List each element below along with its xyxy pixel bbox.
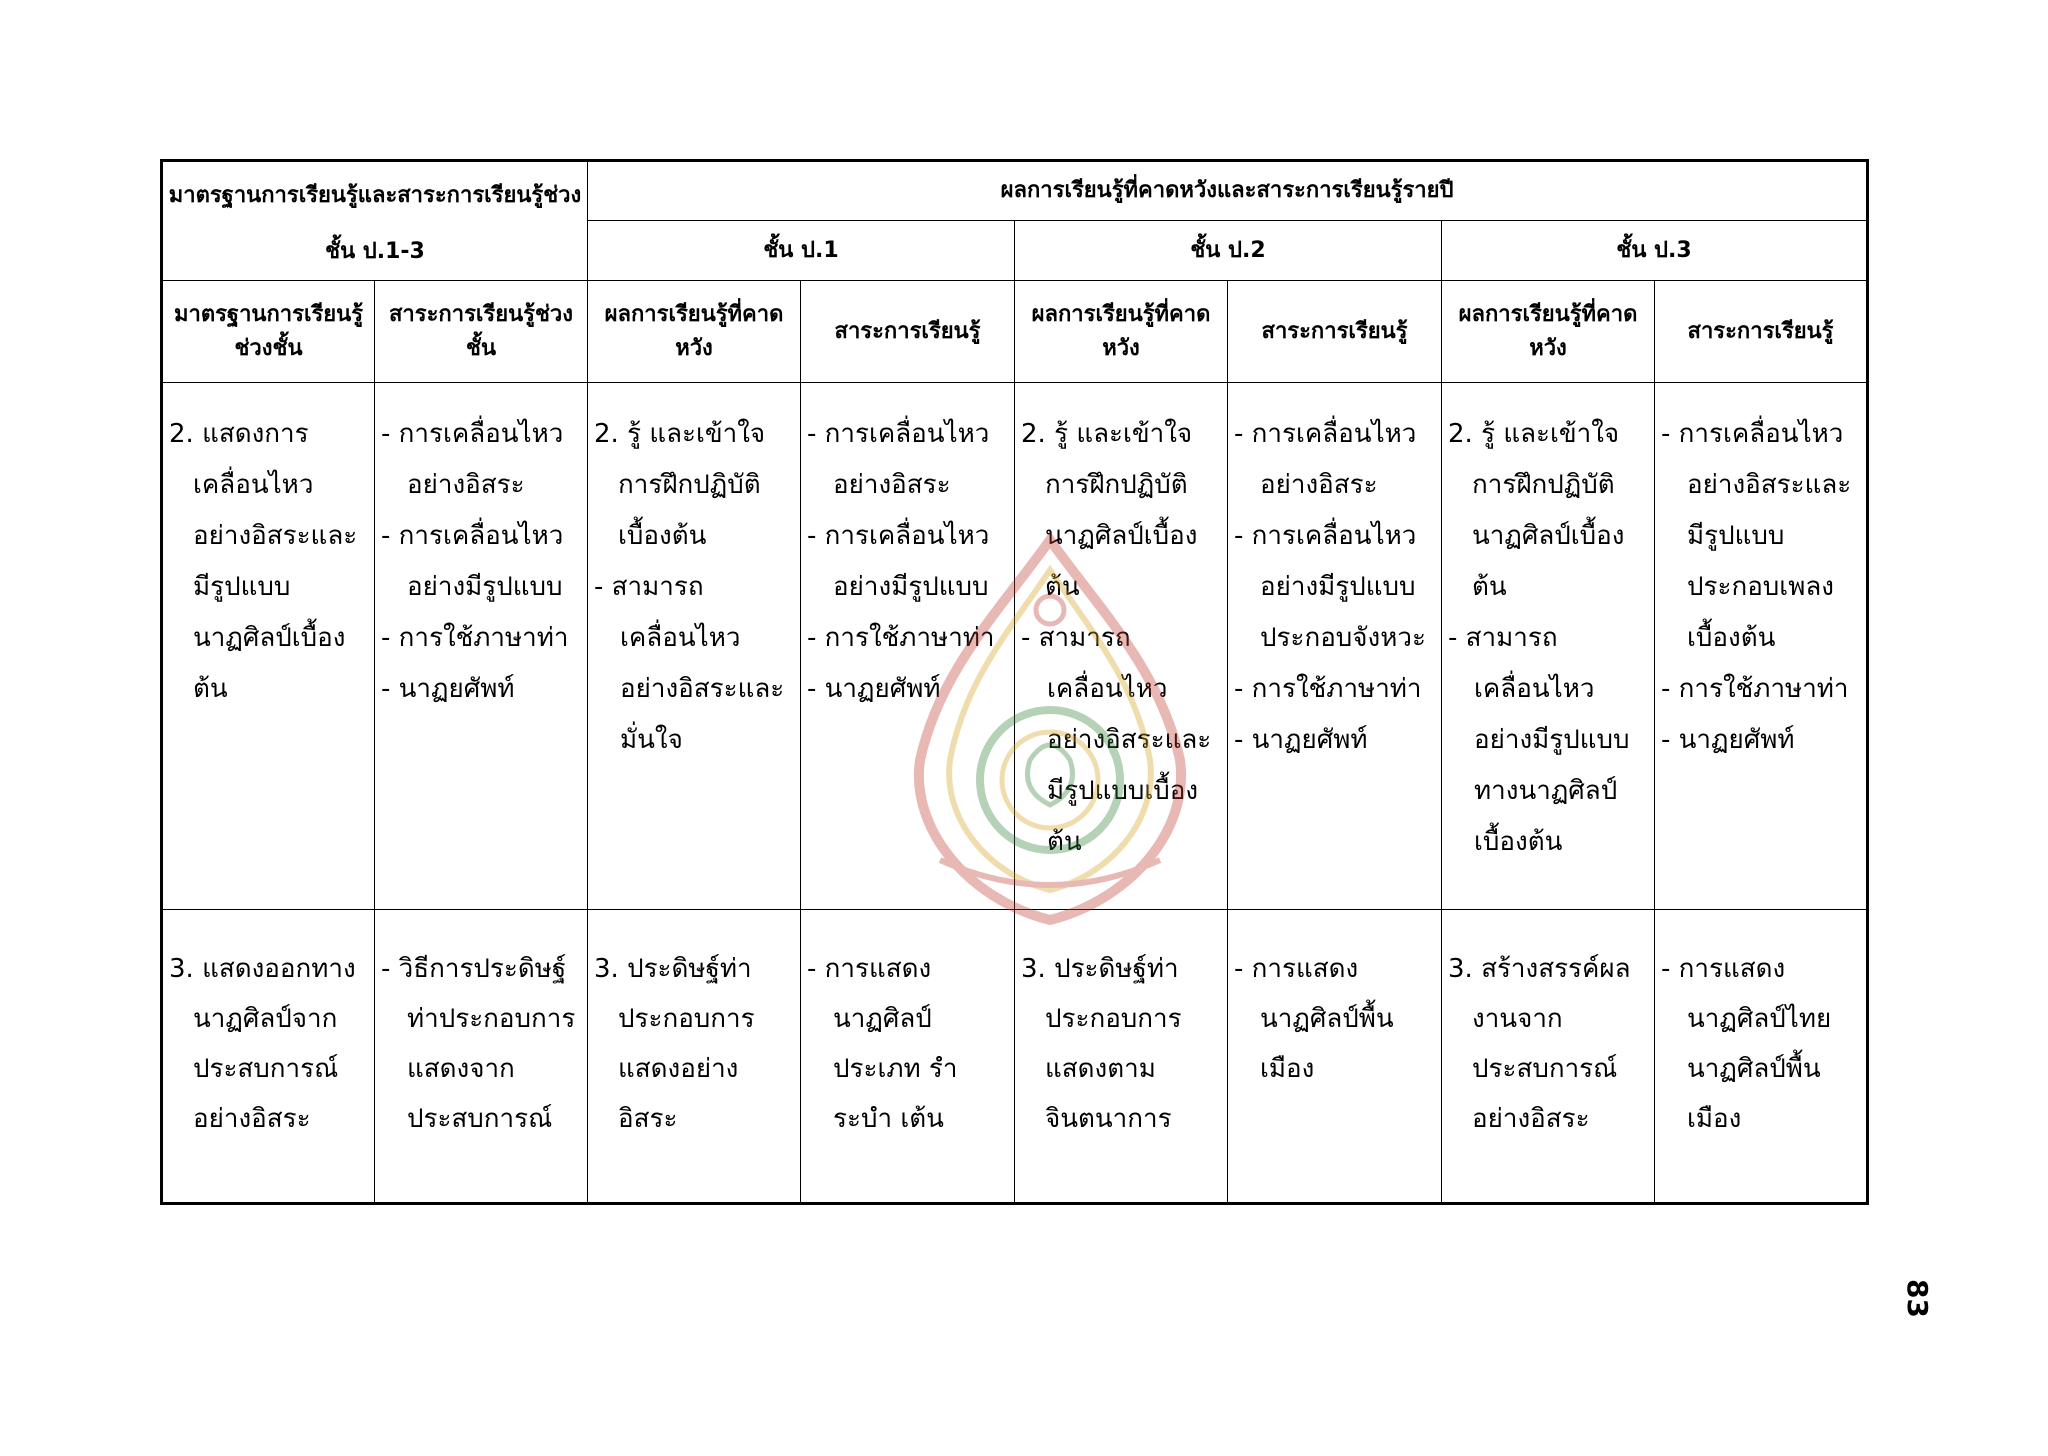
col-header-outcome-g2-text: ผลการเรียนรู้ที่คาดหวัง	[1031, 301, 1211, 361]
outcome-g1-cell	[588, 910, 801, 1204]
col-header-standard	[162, 281, 375, 383]
list-item: 3. สร้างสรรค์ผลงานจากประสบการณ์อย่างอิสระ	[1448, 954, 1631, 1134]
list-item: - การเคลื่อนไหวอย่างอิสระ	[807, 419, 990, 500]
content-range-cell	[375, 383, 588, 910]
list-item: - การใช้ภาษาท่า	[807, 623, 995, 653]
list-item: - วิธีการประดิษฐ์ท่าประกอบการแสดงจากประสบการณ์	[381, 954, 576, 1134]
col-header-content-range	[375, 281, 588, 383]
list-item: - การแสดงนาฏศิลป์ประเภท รำ ระบำ เต้น	[807, 954, 958, 1134]
header-grade2-text: ชั้น ป.2	[1190, 237, 1266, 263]
list-item: - การแสดงนาฏศิลป์พื้นเมือง	[1234, 954, 1394, 1084]
content-g1-cell	[801, 910, 1015, 1204]
list-item: - นาฏยศัพท์	[1661, 725, 1795, 755]
list-item: - การเคลื่อนไหวอย่างมีรูปแบบประกอบจังหวะ	[1234, 521, 1426, 653]
header-grade2	[1015, 221, 1442, 281]
header-grade1-text: ชั้น ป.1	[763, 237, 839, 263]
col-header-content-g1-text: สาระการเรียนรู้	[834, 318, 981, 344]
standard-cell	[162, 383, 375, 910]
list-item: - นาฏยศัพท์	[1234, 725, 1368, 755]
list-item: 2. รู้ และเข้าใจการฝึกปฏิบัตินาฏศิลป์เบื้องต้น	[1448, 419, 1625, 602]
col-header-outcome-g1-text: ผลการเรียนรู้ที่คาดหวัง	[604, 301, 784, 361]
col-header-content-g2	[1228, 281, 1442, 383]
list-item: - การแสดงนาฏศิลป์ไทยนาฏศิลป์พื้นเมือง	[1661, 954, 1832, 1134]
standard-text: 2. แสดงการเคลื่อนไหวอย่างอิสระและมีรูปแบบนาฏศิลป์เบื้องต้น	[169, 419, 358, 704]
standard-text: 3. แสดงออกทางนาฏศิลป์จากประสบการณ์อย่างอิสระ	[169, 954, 356, 1134]
header-grade3	[1442, 221, 1868, 281]
col-header-content-g3-text: สาระการเรียนรู้	[1687, 318, 1834, 344]
col-header-outcome-g3-text: ผลการเรียนรู้ที่คาดหวัง	[1458, 301, 1638, 361]
outcome-g3-cell	[1442, 910, 1655, 1204]
content-g2-cell	[1228, 383, 1442, 910]
content-g3-cell	[1655, 383, 1868, 910]
list-item: - สามารถเคลื่อนไหวอย่างมีรูปแบบทางนาฏศิลป์เบื้องต้น	[1448, 623, 1630, 857]
list-item: - สามารถเคลื่อนไหวอย่างอิสระและมั่นใจ	[594, 572, 785, 755]
outcome-g2-cell	[1015, 910, 1228, 1204]
curriculum-table	[160, 159, 1869, 1205]
list-item: - การเคลื่อนไหวอย่างอิสระ	[381, 419, 564, 500]
list-item: - การเคลื่อนไหวอย่างอิสระและมีรูปแบบประกอบเพลงเบื้องต้น	[1661, 419, 1852, 653]
outcome-g3-cell	[1442, 383, 1655, 910]
list-item: 3. ประดิษฐ์ท่าประกอบการแสดงตามจินตนาการ	[1021, 954, 1182, 1134]
header-right-title	[588, 161, 1868, 221]
outcome-g2-cell	[1015, 383, 1228, 910]
list-item: - การเคลื่อนไหวอย่างมีรูปแบบ	[807, 521, 990, 602]
col-header-outcome-g2	[1015, 281, 1228, 383]
list-item: 2. รู้ และเข้าใจการฝึกปฏิบัติเบื้องต้น	[594, 419, 766, 551]
list-item: - การเคลื่อนไหวอย่างมีรูปแบบ	[381, 521, 564, 602]
table-row	[162, 910, 1868, 1204]
col-header-content-range-text: สาระการเรียนรู้ช่วงชั้น	[389, 301, 574, 361]
col-header-outcome-g3	[1442, 281, 1655, 383]
list-item: 3. ประดิษฐ์ท่าประกอบการแสดงอย่างอิสระ	[594, 954, 755, 1134]
header-grade3-text: ชั้น ป.3	[1616, 237, 1692, 263]
col-header-content-g3	[1655, 281, 1868, 383]
page-number: 83	[1900, 1279, 1934, 1318]
list-item: - นาฏยศัพท์	[381, 674, 515, 704]
content-g1-cell	[801, 383, 1015, 910]
content-range-cell	[375, 910, 588, 1204]
content-g2-cell	[1228, 910, 1442, 1204]
list-item: - การใช้ภาษาท่า	[1234, 674, 1422, 704]
standard-cell	[162, 910, 375, 1204]
list-item: - สามารถเคลื่อนไหวอย่างอิสระและมีรูปแบบเบื้องต้น	[1021, 623, 1212, 857]
col-header-outcome-g1	[588, 281, 801, 383]
list-item: - การใช้ภาษาท่า	[381, 623, 569, 653]
header-left-title	[162, 161, 588, 281]
outcome-g1-cell	[588, 383, 801, 910]
list-item: - การใช้ภาษาท่า	[1661, 674, 1849, 704]
header-grade1	[588, 221, 1015, 281]
content-g3-cell	[1655, 910, 1868, 1204]
list-item: - การเคลื่อนไหวอย่างอิสระ	[1234, 419, 1417, 500]
header-right-title-text: ผลการเรียนรู้ที่คาดหวังและสาระการเรียนรู้รายปี	[1000, 178, 1454, 203]
col-header-content-g2-text: สาระการเรียนรู้	[1261, 318, 1408, 344]
table-row	[162, 383, 1868, 910]
list-item: - นาฏยศัพท์	[807, 674, 941, 704]
header-left-title-text: มาตรฐานการเรียนรู้และสาระการเรียนรู้ช่วงชั้น ป.1-3	[168, 183, 582, 264]
col-header-content-g1	[801, 281, 1015, 383]
list-item: 2. รู้ และเข้าใจการฝึกปฏิบัตินาฏศิลป์เบื้องต้น	[1021, 419, 1198, 602]
col-header-standard-text: มาตรฐานการเรียนรู้ช่วงชั้น	[173, 301, 364, 361]
